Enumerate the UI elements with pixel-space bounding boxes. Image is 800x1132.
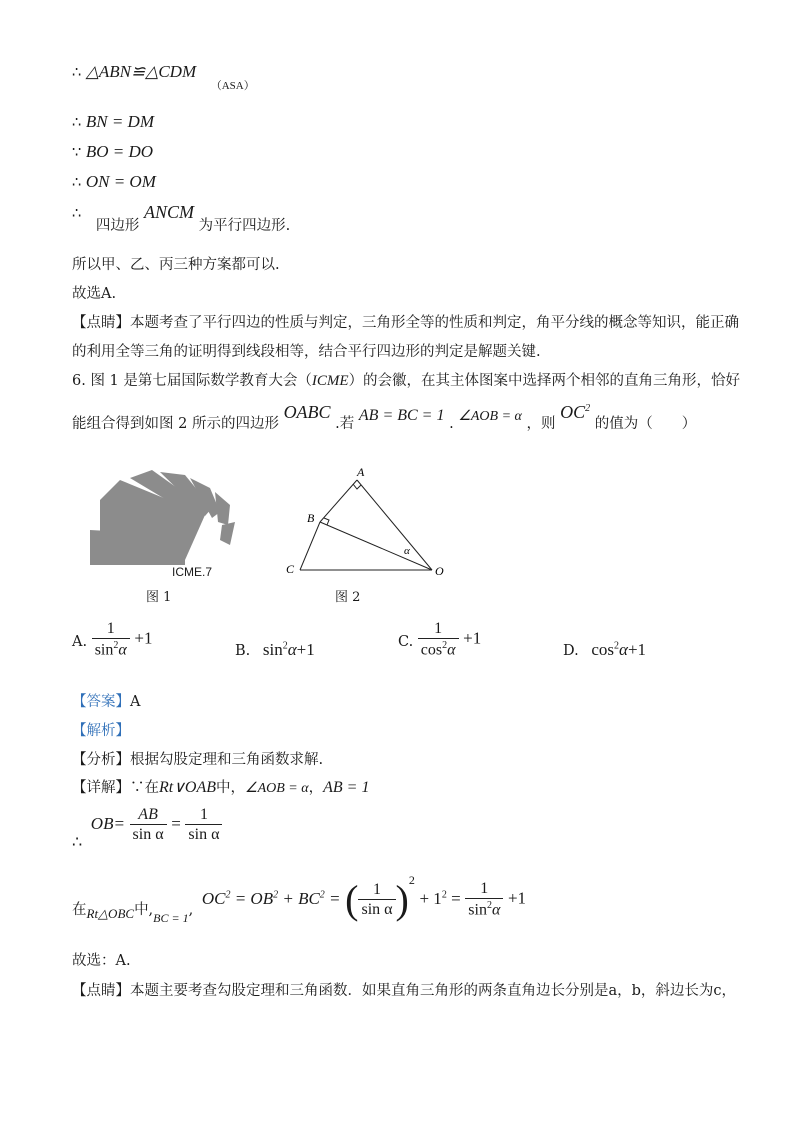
plus-one-squared: [419, 889, 460, 908]
angle-aob: ∠AOB = α: [245, 781, 309, 796]
proof-line-5: [72, 202, 291, 234]
question-line-2: [72, 402, 697, 433]
choose-line: 故选A.: [72, 286, 117, 302]
b-func: sin: [262, 640, 283, 659]
answer-value: A: [130, 694, 141, 710]
logo-shape-7: [90, 530, 185, 565]
choice-a-tail: +1: [134, 628, 153, 648]
choice-c-label: C.: [398, 633, 414, 650]
question-line-1: [72, 369, 740, 390]
therefore-symbol: ∴: [72, 175, 82, 191]
paren-fraction: [358, 881, 395, 919]
fraction-denominator: [92, 638, 130, 659]
den-exp: 2: [442, 640, 448, 651]
analysis-tag: 【解析】: [72, 723, 130, 739]
point-b-label: B: [307, 511, 315, 525]
paren-exp: 2: [408, 872, 415, 887]
question-text: 的值为（ ）: [594, 416, 697, 432]
equation-on-om: ON = OM: [85, 172, 156, 191]
right-angle-a: [353, 484, 361, 489]
figure-1-caption: 图 1: [146, 590, 172, 605]
figure-2-caption: 图 2: [335, 590, 361, 605]
question-text: .若: [335, 416, 355, 432]
choice-d-label: D.: [563, 643, 579, 659]
den-var: α: [447, 641, 456, 659]
ab-equals-1: AB = 1: [323, 779, 370, 796]
fraction-numerator: 1: [199, 806, 208, 823]
right-paren: ): [395, 877, 409, 922]
point-a-label: A: [357, 465, 365, 479]
exp: 2: [225, 888, 231, 900]
therefore-symbol: ∴: [72, 832, 83, 851]
question-text: ，则: [526, 416, 556, 432]
given-angle: ∠AOB = α: [458, 409, 522, 424]
question-text: ）的会徽，在其主体图案中选择两个相邻的直角三角形，恰好: [348, 373, 741, 389]
icme-label: ICME.7: [172, 565, 213, 579]
choice-b[interactable]: [235, 640, 315, 660]
final-dianjing-line: 【点睛】本题主要考查勾股定理和三角函数．如果直角三角形的两条直角边长分别是a，b，斜边长为c，: [72, 983, 737, 999]
fraction-denominator: [465, 898, 503, 919]
dianjing-line-2: 的利用全等三角的证明得到线段相等，结合平行四边形的判定是解题关键.: [72, 344, 541, 360]
choice-d-expr: [591, 640, 646, 659]
choice-a[interactable]: [72, 620, 152, 659]
side-bc: [300, 522, 320, 570]
choice-c[interactable]: [398, 620, 481, 659]
b-var: α: [287, 640, 297, 659]
oc-base: OC: [560, 402, 586, 422]
detail-text: 【详解】∵在: [72, 780, 159, 796]
in-text: 中,: [134, 901, 154, 918]
fraction-denominator: sin α: [358, 899, 395, 919]
therefore-symbol: ∴: [72, 65, 82, 81]
triangle-obc: Rt△OBC: [86, 905, 135, 921]
choice-d[interactable]: [563, 640, 646, 660]
logo-shape-6: [220, 522, 235, 545]
left-paren: (: [345, 877, 359, 922]
icme-logo-figure: [90, 470, 250, 570]
fraction-numerator: AB: [138, 806, 158, 823]
question-text: 能组合得到如图 2 所示的四边形: [72, 416, 279, 432]
side-bo: [320, 522, 432, 570]
text-quadrilateral: 四边形: [95, 218, 140, 234]
choice-a-label: A.: [72, 633, 88, 650]
fraction-denominator: [418, 638, 459, 659]
fraction-numerator: 1: [106, 620, 115, 637]
question-text: 6. 图 1 是第七届国际数学教育大会（: [72, 373, 312, 389]
dianjing-line-1: 【点睛】本题考查了平行四边的性质与判定，三角形全等的性质和判定，角平分线的概念等知识，能正确: [72, 315, 739, 331]
fraction-numerator: 1: [373, 880, 381, 898]
den-var: α: [118, 641, 127, 659]
proof-line-4: [72, 172, 156, 192]
equals: =: [451, 888, 461, 908]
result-fraction: [465, 880, 503, 919]
oc-squared-expr: [202, 889, 341, 908]
therefore-symbol: ∴: [72, 206, 82, 222]
oc-equation: [72, 872, 527, 925]
congruence-statement: △ABN≌△CDM: [85, 62, 197, 81]
side-ab: [320, 480, 357, 522]
choice-c-fraction: [418, 620, 459, 659]
ob-fraction-2: [185, 806, 222, 844]
fraction-numerator: 1: [480, 879, 489, 897]
fraction-denominator: sin α: [130, 824, 167, 844]
den-func: cos: [420, 641, 443, 659]
d-tail: +1: [627, 640, 647, 659]
ob-equation: [72, 806, 222, 851]
quad-name: ANCM: [143, 202, 194, 222]
answer-tag: 【答案】: [72, 694, 130, 710]
given-ab-bc: AB = BC = 1: [358, 407, 445, 424]
result-tail: +1: [507, 888, 527, 908]
quad-oabc: OABC: [283, 402, 331, 422]
den-var: α: [491, 901, 501, 919]
exp: 2: [441, 888, 447, 900]
ob-term: = OB: [234, 888, 274, 908]
angle-alpha-label: α: [404, 545, 410, 557]
answer-line: [72, 690, 140, 711]
oc: OC: [201, 888, 226, 908]
exp: 2: [319, 888, 325, 900]
side-ao: [357, 480, 432, 570]
ob-fraction-1: [130, 806, 167, 844]
point-o-label: O: [435, 564, 444, 578]
fraction-denominator: sin α: [185, 824, 222, 844]
because-symbol: ∵: [72, 145, 82, 161]
choice-b-expr: [263, 640, 315, 659]
detail-text: 中，: [216, 780, 246, 796]
equals: =: [329, 888, 341, 908]
d-func: cos: [591, 640, 614, 659]
triangle-figure: [280, 462, 460, 582]
fenxi-line: 【分析】根据勾股定理和三角函数求解.: [72, 752, 324, 768]
final-choose-line: 故选：A.: [72, 953, 131, 969]
oc-squared: [560, 402, 590, 422]
fraction-numerator: 1: [434, 620, 443, 637]
logo-shape-5: [215, 492, 230, 525]
den-func: sin: [468, 901, 487, 919]
text-parallelogram: 为平行四边形.: [198, 218, 291, 234]
asa-note: （ASA）: [210, 80, 255, 92]
b-exp: 2: [282, 640, 288, 652]
exp: 2: [273, 888, 279, 900]
equation-bo-do: BO = DO: [85, 142, 154, 161]
choice-c-tail: +1: [463, 628, 482, 648]
in-text: 在: [72, 901, 87, 918]
den-func: sin: [94, 641, 114, 659]
proof-line-3: [72, 142, 153, 162]
proof-line-2: [72, 112, 154, 132]
choice-b-label: B.: [235, 643, 251, 659]
point-c-label: C: [286, 562, 295, 576]
comma: ,: [188, 901, 194, 918]
den-exp: 2: [113, 640, 119, 651]
ob-lhs: OB=: [90, 814, 125, 833]
equals: =: [171, 814, 181, 833]
detail-line: [72, 776, 369, 797]
triangle-oab: Rt∨OAB: [159, 779, 217, 796]
proof-line-1: [72, 62, 255, 92]
b-tail: +1: [296, 640, 315, 659]
conclusion-line: 所以甲、乙、丙三种方案都可以.: [72, 257, 280, 273]
therefore-symbol: ∴: [72, 115, 82, 131]
choice-a-fraction: [92, 620, 130, 659]
d-var: α: [619, 640, 628, 659]
icme-math: ICME: [311, 373, 349, 389]
plus-one: + 1: [419, 888, 442, 908]
den-exp: 2: [486, 899, 492, 911]
d-exp: 2: [614, 640, 619, 652]
detail-text: ，: [308, 780, 324, 796]
bc-equals-1: BC = 1: [153, 910, 189, 925]
question-text: .: [449, 416, 454, 432]
equation-bn-dm: BN = DM: [85, 112, 154, 131]
oc-exp: 2: [585, 403, 591, 414]
bc-term: + BC: [282, 888, 320, 908]
